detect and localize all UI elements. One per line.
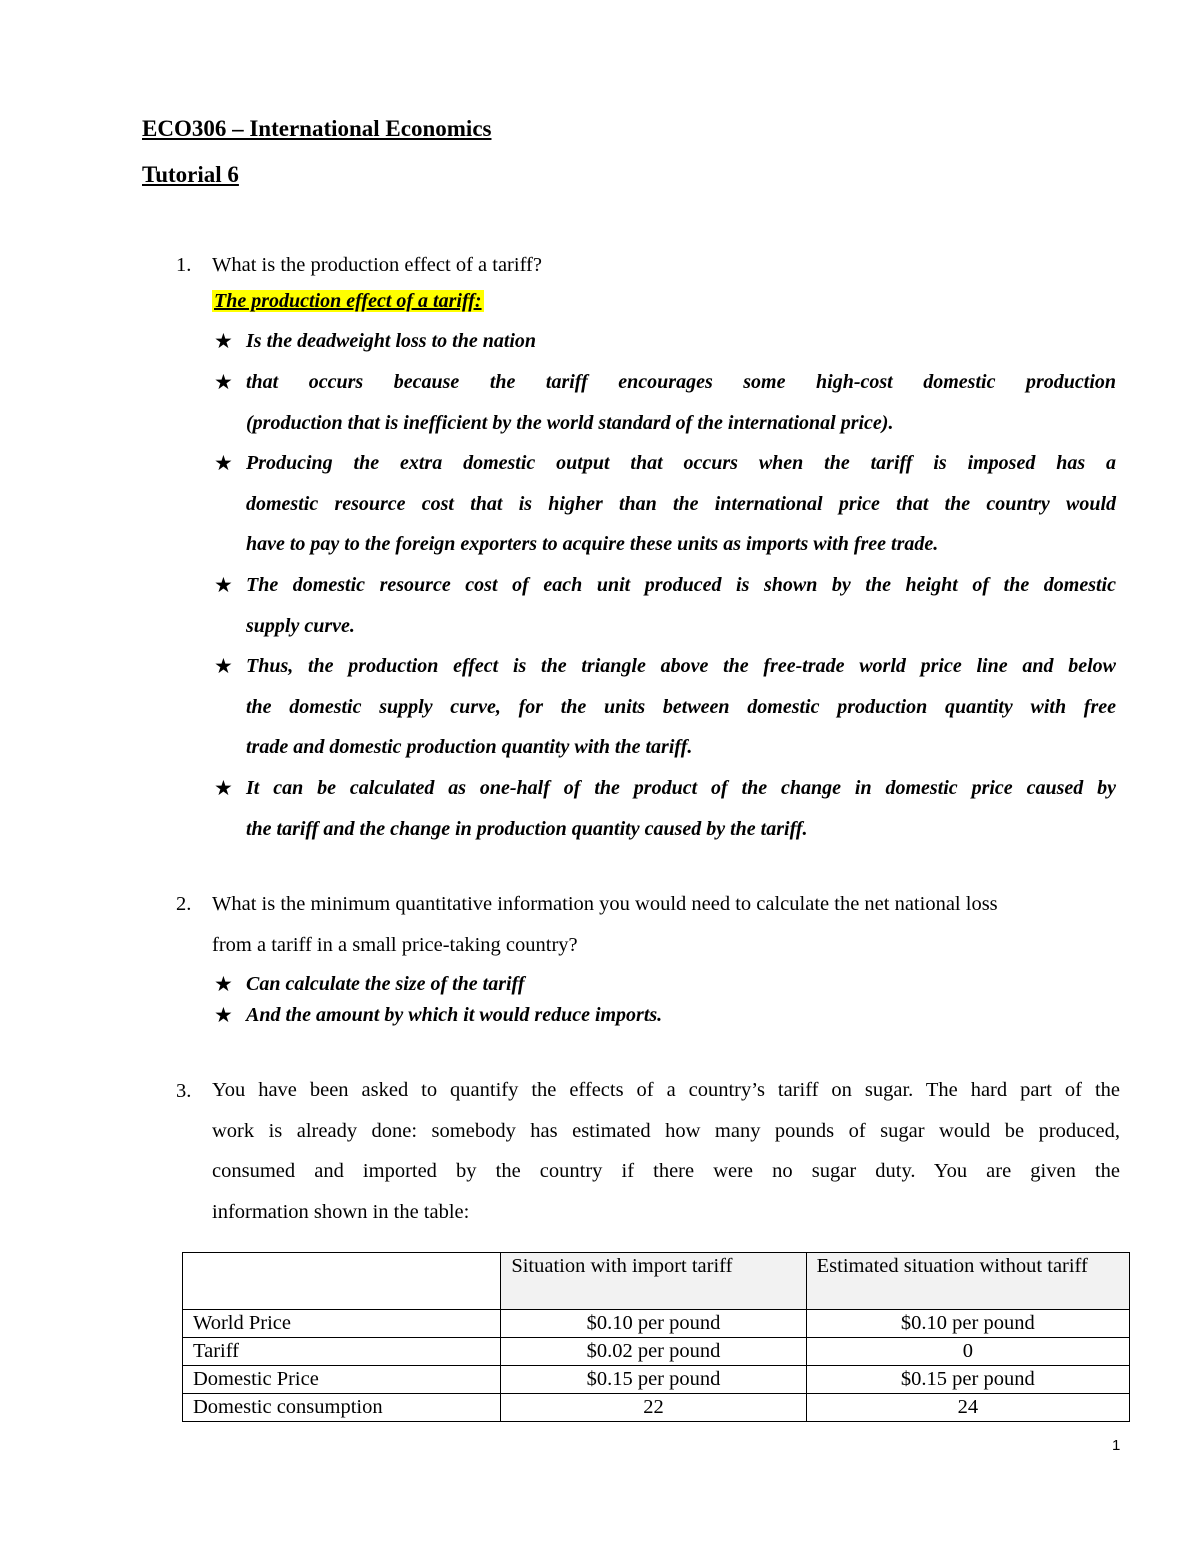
table-row (183, 1310, 1130, 1338)
table-header-cell: Estimated situation without tariff (806, 1253, 1129, 1310)
answer-1-bullet (246, 768, 1116, 849)
star-icon: ★ (214, 573, 233, 597)
question-3-text (212, 1070, 1120, 1232)
bullet-line: Is the deadweight loss to the nation (246, 330, 537, 352)
table-cell: 22 (501, 1394, 806, 1422)
answer-2-bullet (246, 995, 1116, 1036)
star-icon: ★ (214, 370, 233, 394)
question-line: consumed and imported by the country if there were no sugar duty. You are given the (212, 1160, 1120, 1182)
table-cell: World Price (183, 1310, 501, 1338)
question-1-text (212, 245, 1120, 286)
question-line: work is already done: somebody has estimated how many pounds of sugar would be produced, (212, 1119, 1120, 1142)
bullet-line: have to pay to the foreign exporters to acquire these units as imports with free trade. (246, 533, 939, 555)
table-cell: $0.02 per pound (501, 1338, 806, 1366)
answer-1-bullet (246, 646, 1116, 768)
table-cell: 0 (806, 1338, 1129, 1366)
star-icon: ★ (214, 972, 233, 996)
table-cell: $0.15 per pound (806, 1366, 1129, 1394)
star-icon: ★ (214, 1003, 233, 1027)
page-number: 1 (1112, 1437, 1121, 1454)
sugar-tariff-table (182, 1252, 1130, 1422)
answer-1-bullet (246, 443, 1116, 565)
question-line: from a tariff in a small price-taking country? (212, 933, 578, 956)
table-row (183, 1394, 1130, 1422)
table-cell: Domestic Price (183, 1366, 501, 1394)
question-1-number: 1. (176, 254, 192, 276)
answer-1-bullet (246, 321, 1116, 362)
highlighted-heading: The production effect of a tariff: (214, 290, 482, 312)
bullet-line: that occurs because the tariff encourages some high-cost domestic production (246, 371, 1116, 393)
star-icon: ★ (214, 654, 233, 678)
table-cell: $0.10 per pound (501, 1310, 806, 1338)
question-2-number: 2. (176, 893, 192, 915)
table-cell: 24 (806, 1394, 1129, 1422)
bullet-line: (production that is inefficient by the world standard of the international price). (246, 411, 894, 434)
table-cell: $0.10 per pound (806, 1310, 1129, 1338)
bullet-line: Can calculate the size of the tariff (246, 973, 525, 995)
bullet-line: The domestic resource cost of each unit produced is shown by the height of the domestic (246, 574, 1116, 596)
star-icon: ★ (214, 451, 233, 475)
table-cell: Tariff (183, 1338, 501, 1366)
table-cell: Domestic consumption (183, 1394, 501, 1422)
tutorial-heading: Tutorial 6 (142, 162, 239, 187)
bullet-line: Thus, the production effect is the triangle above the free-trade world price line and below (246, 655, 1116, 677)
bullet-line: And the amount by which it would reduce imports. (246, 1004, 663, 1026)
question-2-text (212, 884, 1120, 965)
table-cell: $0.15 per pound (501, 1366, 806, 1394)
bullet-line: Producing the extra domestic output that occurs when the tariff is imposed has a (246, 452, 1116, 474)
bullet-line: supply curve. (246, 614, 355, 637)
star-icon: ★ (214, 776, 233, 800)
table-row (183, 1338, 1130, 1366)
star-icon: ★ (214, 329, 233, 353)
question-line: You have been asked to quantify the effects of a country’s tariff on sugar. The hard part of the (212, 1079, 1120, 1101)
document-title: ECO306 – International Economics (142, 116, 492, 141)
question-3-number: 3. (176, 1080, 192, 1102)
answer-1-bullet (246, 565, 1116, 646)
bullet-line: trade and domestic production quantity with the tariff. (246, 736, 693, 758)
table-header-cell (183, 1253, 501, 1310)
question-line: information shown in the table: (212, 1200, 470, 1223)
question-line: What is the minimum quantitative information you would need to calculate the net national loss (212, 893, 998, 915)
bullet-line: It can be calculated as one-half of the product of the change in domestic price caused by (246, 777, 1116, 799)
bullet-line: the tariff and the change in production quantity caused by the tariff. (246, 817, 808, 840)
bullet-line: the domestic supply curve, for the units between domestic production quantity with free (246, 695, 1116, 718)
answer-1-heading (212, 281, 1082, 322)
table-row (183, 1366, 1130, 1394)
table-header-cell: Situation with import tariff (501, 1253, 806, 1310)
bullet-line: domestic resource cost that is higher than the international price that the country would (246, 492, 1116, 515)
answer-1-bullet (246, 362, 1116, 443)
table-header-row (183, 1253, 1130, 1310)
question-line: What is the production effect of a tariff? (212, 254, 542, 276)
